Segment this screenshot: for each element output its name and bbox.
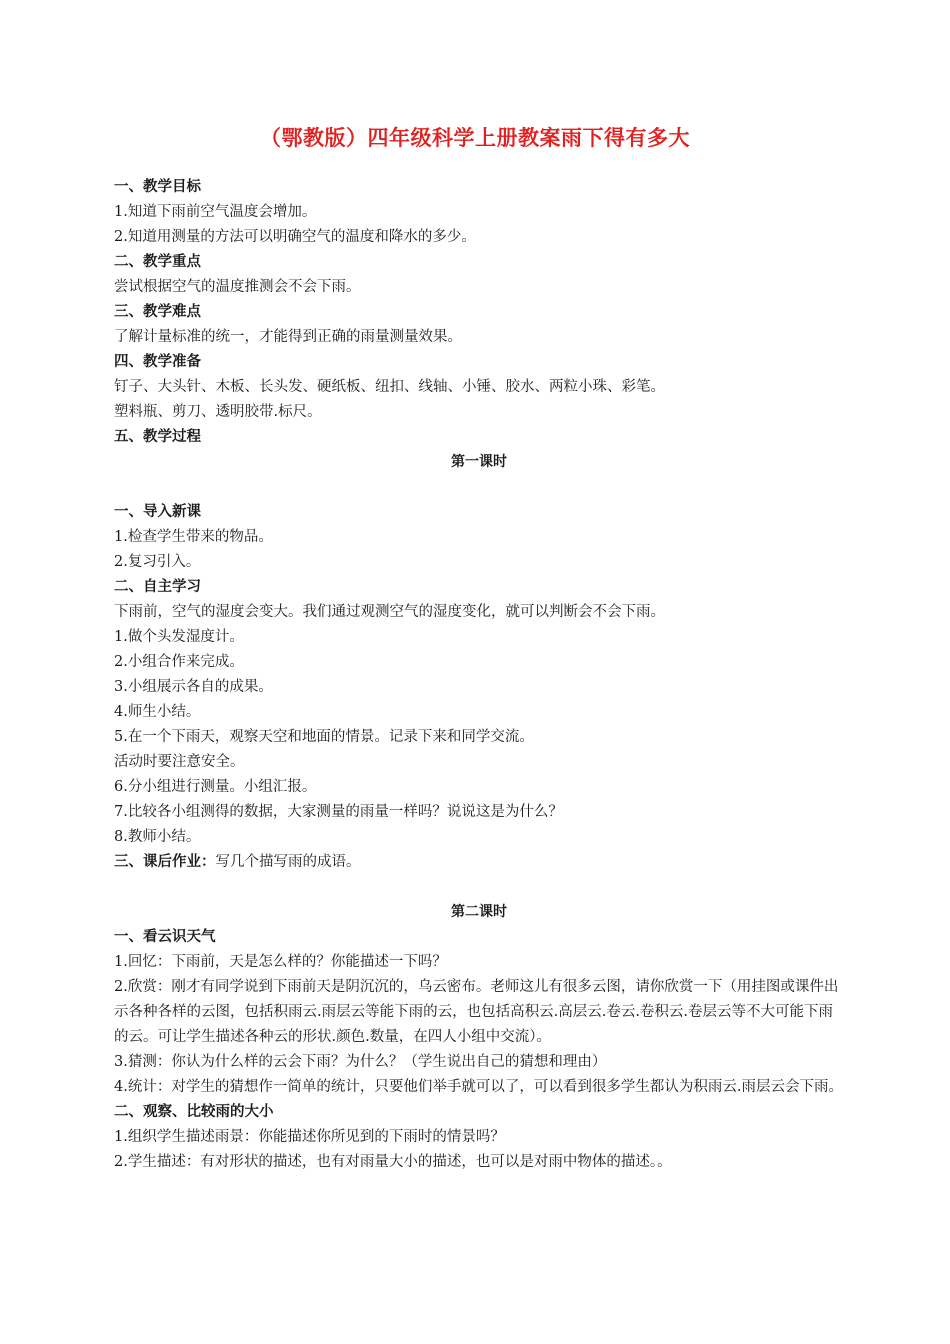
self-study-item: 7.比较各小组测得的数据，大家测量的雨量一样吗？说说这是为什么？ <box>114 804 563 820</box>
observe-item: 1.组织学生描述雨景：你能描述你所见到的下雨时的情景吗？ <box>114 1129 505 1145</box>
objectives-heading: 一、教学目标 <box>114 179 201 195</box>
self-study-heading: 二、自主学习 <box>114 579 201 595</box>
preparation-line: 钉子、大头针、木板、长头发、硬纸板、纽扣、线轴、小锤、胶水、两粒小珠、彩笔。 <box>114 379 665 395</box>
lesson1-title: 第一课时 <box>451 454 507 470</box>
clouds-heading: 一、看云识天气 <box>114 929 216 945</box>
objective-item: 1.知道下雨前空气温度会增加。 <box>114 204 317 220</box>
self-study-item: 6.分小组进行测量。小组汇报。 <box>114 779 317 795</box>
spacer <box>114 875 844 900</box>
homework-line <box>114 850 844 875</box>
difficulties-heading: 三、教学难点 <box>114 304 201 320</box>
preparation-line: 塑料瓶、剪刀、透明胶带.标尺。 <box>114 404 322 420</box>
self-study-item: 活动时要注意安全。 <box>114 754 245 770</box>
self-study-item: 1.做个头发湿度计。 <box>114 629 244 645</box>
intro-item: 1.检查学生带来的物品。 <box>114 529 273 545</box>
document-body <box>114 175 844 1175</box>
process-heading: 五、教学过程 <box>114 429 201 445</box>
self-study-item: 2.小组合作来完成。 <box>114 654 244 670</box>
preparation-heading: 四、教学准备 <box>114 354 201 370</box>
clouds-item: 2.欣赏：刚才有同学说到下雨前天是阴沉沉的，乌云密布。老师这儿有很多云图，请你欣赏一下（用挂图或课件出示各种各样的云图，包括积雨云.雨层云等能下雨的云，也包括高积云.高层云.卷云.卷积云.卷层云等不大可能下雨的云。可让学生描述各种云的形状.颜色.数量，在四人小组中交流）。 <box>114 979 839 1045</box>
difficulties-text: 了解计量标准的统一，才能得到正确的雨量测量效果。 <box>114 329 462 345</box>
homework-text: 写几个描写雨的成语。 <box>215 854 361 870</box>
self-study-item: 3.小组展示各自的成果。 <box>114 679 273 695</box>
self-study-item: 5.在一个下雨天，观察天空和地面的情景。记录下来和同学交流。 <box>114 729 534 745</box>
self-study-lead: 下雨前，空气的湿度会变大。我们通过观测空气的湿度变化，就可以判断会不会下雨。 <box>114 604 665 620</box>
key-points-heading: 二、教学重点 <box>114 254 201 270</box>
objective-item: 2.知道用测量的方法可以明确空气的温度和降水的多少。 <box>114 229 476 245</box>
key-points-text: 尝试根据空气的温度推测会不会下雨。 <box>114 279 361 295</box>
self-study-item: 4.师生小结。 <box>114 704 201 720</box>
clouds-item: 4.统计：对学生的猜想作一简单的统计，只要他们举手就可以了，可以看到很多学生都认为积雨云.雨层云会下雨。 <box>114 1079 843 1095</box>
homework-label: 三、课后作业： <box>114 854 216 870</box>
page-title: （鄂教版）四年级科学上册教案雨下得有多大 <box>260 126 690 150</box>
spacer <box>114 475 844 500</box>
intro-item: 2.复习引入。 <box>114 554 201 570</box>
observe-item: 2.学生描述：有对形状的描述，也有对雨量大小的描述，也可以是对雨中物体的描述。。 <box>114 1154 672 1170</box>
lesson2-title: 第二课时 <box>451 904 507 920</box>
clouds-item: 3.猜测：你认为什么样的云会下雨？为什么？（学生说出自己的猜想和理由） <box>114 1054 607 1070</box>
intro-heading: 一、导入新课 <box>114 504 201 520</box>
clouds-item: 1.回忆：下雨前，天是怎么样的？你能描述一下吗？ <box>114 954 447 970</box>
self-study-item: 8.教师小结。 <box>114 829 201 845</box>
observe-heading: 二、观察、比较雨的大小 <box>114 1104 274 1120</box>
